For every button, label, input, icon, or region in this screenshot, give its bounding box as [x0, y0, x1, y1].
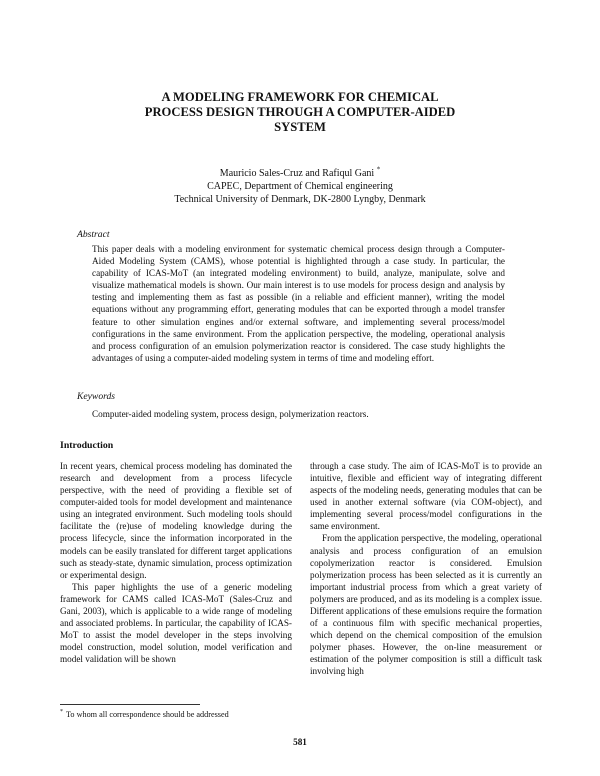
author-names	[100, 167, 500, 180]
paper-title	[100, 90, 500, 135]
institution: Technical University of Denmark, DK-2800 Lyngby, Denmark	[174, 194, 426, 205]
footnote-text: To whom all correspondence should be addressed	[66, 710, 229, 719]
author-names-text: Mauricio Sales-Cruz and Rafiqul Gani	[219, 168, 375, 179]
author-block	[100, 167, 500, 206]
author-footnote-mark: *	[376, 165, 381, 174]
title-line: PROCESS DESIGN THROUGH A COMPUTER-AIDED	[144, 105, 456, 119]
title-line: A MODELING FRAMEWORK FOR CHEMICAL	[161, 90, 439, 104]
keywords-text: Computer-aided modeling system, process design, polymerization reactors.	[92, 409, 369, 419]
left-column	[60, 460, 292, 665]
abstract-label: Abstract	[77, 229, 110, 240]
footnote-mark: *	[60, 709, 63, 716]
body-paragraph: This paper highlights the use of a generic modeling framework for CAMS called ICAS-MoT (Sales-Cruz and Gani, 2003), which is applicable to a wide range of modeling and associated problems. In particular, the capability of ICAS-MoT to assist the model developer in the steps involving model construction, model solution, model verification and model validation will be shown	[60, 581, 292, 665]
footnote	[60, 709, 229, 720]
body-paragraph: In recent years, chemical process modeling has dominated the research and development from a process lifecycle perspective, with the need of providing a flexible set of computer-aided tools for model development and maintenance using an integrated environment. Such modeling tools should facilitate the (re)use of modeling knowledge during the process lifecycle, since the information incorporated in the models can be easily translated for different target applications such as steady-state, dynamic simulation, process optimization or experimental design.	[60, 461, 292, 580]
footnote-divider	[60, 704, 200, 705]
keywords-label: Keywords	[77, 391, 116, 402]
introduction-heading: Introduction	[60, 440, 114, 451]
affiliation: CAPEC, Department of Chemical engineering	[207, 181, 393, 192]
body-paragraph: From the application perspective, the modeling, operational analysis and process configuration of an emulsion copolymerization reactor is considered. Emulsion polymerization process has been selected as it is currently an important industrial process from which a great variety of polymers are produced, and as its modeling is a complex issue. Different applications of these emulsions require the formation of a continuous film with specific mechanical properties, which depend on the chemical composition of the emulsion polymer phases. However, the on-line measurement or estimation of the polymer composition is still a difficult task involving high	[310, 533, 542, 677]
right-column	[310, 460, 542, 677]
title-line: SYSTEM	[274, 120, 326, 134]
page-number: 581	[293, 737, 307, 747]
body-paragraph: through a case study. The aim of ICAS-MoT is to provide an intuitive, flexible and efficient way of integrating different aspects of the modeling needs, generating modules that can be used in another external software (via COM-object), and implementing several process/model configurations in the same environment.	[310, 461, 542, 532]
abstract-text: This paper deals with a modeling environment for systematic chemical process design through a Computer-Aided Modeling System (CAMS), whose potential is highlighted through a case study. In particular, the capability of ICAS-MoT (an integrated modeling environment) to build, analyze, manipulate, solve and visualize mathematical models is shown. Our main interest is to use models for process design and analysis by testing and implementing them as fast as possible (in a reliable and efficient manner), writing the model equations without any programming effort, generating modules that can be exported through a model transfer feature to other simulation engines and/or external software, and implementing several process/model configurations in the same environment. From the application perspective, the modeling, operational analysis and process configuration of an emulsion polymerization reactor is considered. The case study highlights the advantages of using a computer-aided modeling system in terms of time and modeling effort.	[92, 244, 505, 363]
